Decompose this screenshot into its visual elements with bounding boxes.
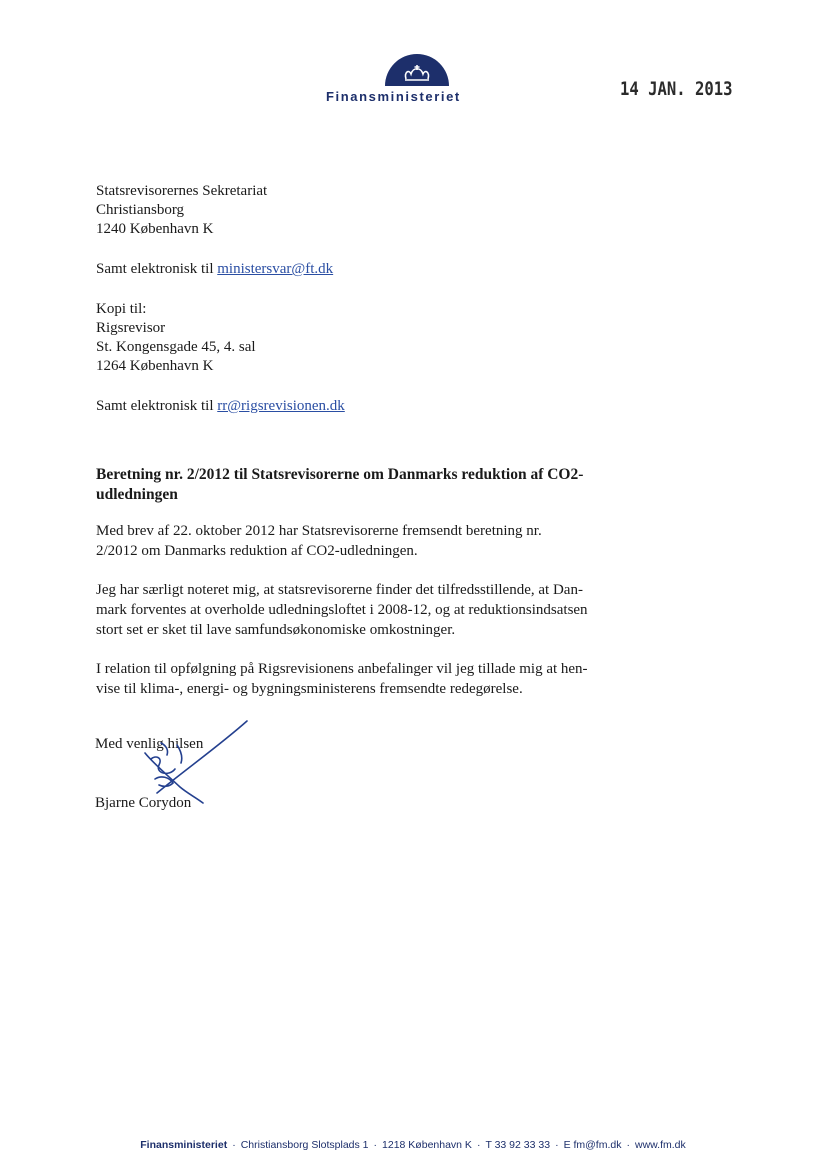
- signer-name: Bjarne Corydon: [95, 795, 192, 811]
- copy-email-link[interactable]: rr@rigsrevisionen.dk: [217, 398, 345, 414]
- copy-label: Kopi til:: [96, 301, 147, 317]
- letter-footer: Finansministeriet · Christiansborg Slotsplads 1 · 1218 København K · T 33 92 33 33 · E fm@fm.dk · www.fm.dk: [140, 1139, 686, 1151]
- paragraph-line: 2/2012 om Danmarks reduktion af CO2-udledningen.: [96, 543, 418, 559]
- copy-street: St. Kongensgade 45, 4. sal: [96, 339, 256, 355]
- paragraph-line: Med brev af 22. oktober 2012 har Statsrevisorerne fremsendt beretning nr.: [96, 523, 542, 539]
- recipient-electronic: [96, 260, 333, 279]
- paragraph-line: Jeg har særligt noteret mig, at statsrevisorerne finder det tilfredsstillende, at Dan-: [96, 582, 583, 598]
- copy-electronic: [96, 397, 345, 416]
- recipient-email-link[interactable]: ministersvar@ft.dk: [217, 261, 334, 277]
- crown-emblem-icon: [383, 52, 451, 86]
- recipient-address: [96, 182, 267, 239]
- footer-email: E fm@fm.dk: [563, 1139, 622, 1151]
- footer-address: Christiansborg Slotsplads 1: [240, 1139, 369, 1151]
- footer-phone: T 33 92 33 33: [485, 1139, 551, 1151]
- footer-city: 1218 København K: [382, 1139, 472, 1151]
- recipient-name: Statsrevisorernes Sekretariat: [96, 183, 268, 199]
- recipient-postal: 1240 København K: [96, 221, 214, 237]
- date-stamp: 14 JAN. 2013: [620, 78, 733, 100]
- copy-name: Rigsrevisor: [96, 320, 166, 336]
- letter-subject: Beretning nr. 2/2012 til Statsrevisorerne om Danmarks reduktion af CO2-udledningen: [96, 466, 584, 503]
- paragraph-line: I relation til opfølgning på Rigsrevisionens anbefalinger vil jeg tillade mig at hen-: [96, 661, 588, 677]
- ministry-name: Finansministeriet: [326, 89, 461, 104]
- ministry-logo: [318, 52, 518, 112]
- paragraph-1: [96, 521, 656, 561]
- paragraph-3: [96, 659, 656, 699]
- footer-web: www.fm.dk: [634, 1139, 686, 1151]
- copy-postal: 1264 København K: [96, 358, 214, 374]
- paragraph-line: vise til klima-, energi- og bygningsministerens fremsendte redegørelse.: [96, 681, 523, 697]
- copy-electronic-label: Samt elektronisk til: [96, 398, 214, 414]
- closing-greeting: Med venlig hilsen: [95, 736, 204, 752]
- paragraph-line: stort set er sket til lave samfundsøkonomiske omkostninger.: [96, 622, 456, 638]
- paragraph-2: [96, 580, 656, 640]
- copy-address: [96, 300, 256, 376]
- footer-org: Finansministeriet: [140, 1139, 228, 1151]
- paragraph-line: mark forventes at overholde udledningsloftet i 2008-12, og at reduktionsindsatsen: [96, 602, 588, 618]
- recipient-building: Christiansborg: [96, 202, 185, 218]
- electronic-label: Samt elektronisk til: [96, 261, 214, 277]
